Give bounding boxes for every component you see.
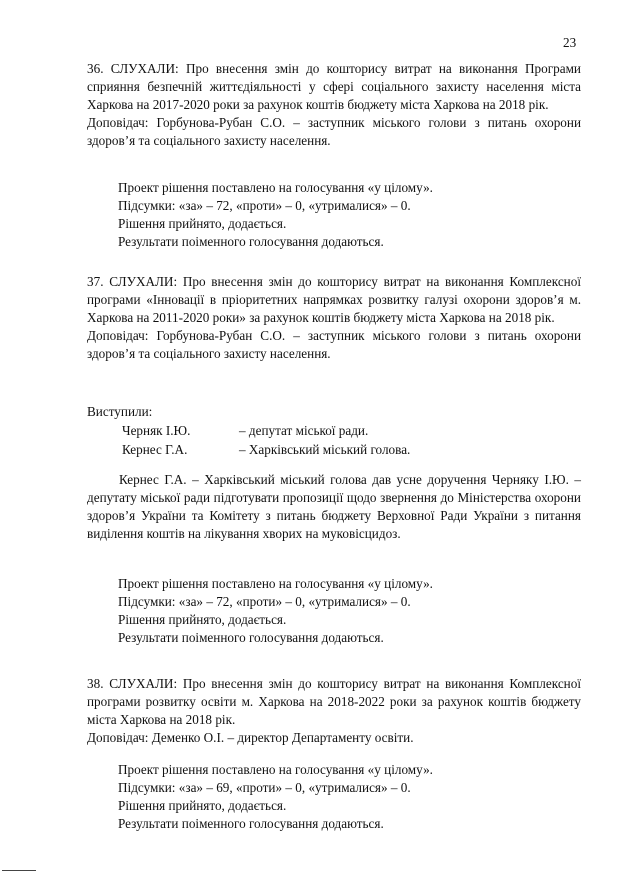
speaker-role: – Харківський міський голова. bbox=[239, 442, 411, 457]
vote-line: Рішення прийнято, додається. bbox=[118, 612, 287, 627]
vote-line: Проект рішення поставлено на голосування «у цілому». bbox=[118, 180, 433, 195]
vote-line: Проект рішення поставлено на голосування «у цілому». bbox=[118, 762, 433, 777]
vote-line: Результати поіменного голосування додаються. bbox=[118, 816, 384, 831]
agenda-item-38 bbox=[87, 675, 581, 747]
scan-edge-mark bbox=[2, 870, 36, 871]
speaker-paragraph: Доповідач: Горбунова-Рубан С.О. – заступник міського голови з питань охорони здоров’я та соціального захисту населення. bbox=[87, 115, 581, 148]
vote-line: Підсумки: «за» – 72, «проти» – 0, «утрималися» – 0. bbox=[118, 198, 411, 213]
speaker-role: – депутат міської ради. bbox=[239, 423, 369, 438]
speakers-section bbox=[87, 403, 581, 459]
speakers-list bbox=[122, 421, 581, 459]
agenda-item-37 bbox=[87, 273, 581, 363]
vote-line: Підсумки: «за» – 69, «проти» – 0, «утрималися» – 0. bbox=[118, 780, 411, 795]
vote-line: Результати поіменного голосування додаються. bbox=[118, 630, 384, 645]
vote-line: Рішення прийнято, додається. bbox=[118, 798, 287, 813]
vote-result-36 bbox=[118, 179, 612, 251]
speaker-paragraph: Доповідач: Горбунова-Рубан С.О. – заступник міського голови з питань охорони здоров’я та соціального захисту населення. bbox=[87, 328, 581, 361]
heard-paragraph: 37. СЛУХАЛИ: Про внесення змін до кошторису витрат на виконання Комплексної програми «Інновації в пріоритетних напрямках розвитку галузі охорони здоров’я м. Харкова на 2011-2020 роки» за рахунок коштів бюджету міста Харкова на 2018 рік. bbox=[87, 274, 581, 325]
heard-paragraph: 36. СЛУХАЛИ: Про внесення змін до кошторису витрат на виконання Програми сприяння безпечній життєдіяльності у сфері соціального захисту населення міста Харкова на 2017-2020 роки за рахунок коштів бюджету міста Харкова на 2018 рік. bbox=[87, 61, 581, 112]
heard-paragraph: 38. СЛУХАЛИ: Про внесення змін до кошторису витрат на виконання Комплексної програми розвитку освіти м. Харкова на 2018-2022 роки за рахунок коштів бюджету міста Харкова на 2018 рік. bbox=[87, 676, 581, 727]
page-number: 23 bbox=[563, 35, 577, 50]
vote-line: Результати поіменного голосування додаються. bbox=[118, 234, 384, 249]
vote-result-38 bbox=[118, 761, 612, 833]
speaker-name: Черняк І.Ю. bbox=[122, 423, 191, 438]
speaker-name: Кернес Г.А. bbox=[122, 442, 188, 457]
note-paragraph: Кернес Г.А. – Харківський міський голова дав усне доручення Черняку І.Ю. – депутату міської ради підготувати пропозиції щодо звернення до Міністерства охорони здоров’я України та Комітету з питань бюджету Верховної Ради України з питання виділення коштів на лікування хворих на муковісцидоз. bbox=[87, 472, 581, 541]
instruction-note bbox=[87, 471, 581, 543]
spoke-label: Виступили: bbox=[87, 404, 153, 419]
vote-line: Проект рішення поставлено на голосування «у цілому». bbox=[118, 576, 433, 591]
agenda-item-36 bbox=[87, 60, 581, 150]
vote-result-37 bbox=[118, 575, 612, 647]
vote-line: Підсумки: «за» – 72, «проти» – 0, «утрималися» – 0. bbox=[118, 594, 411, 609]
speaker-paragraph: Доповідач: Деменко О.І. – директор Департаменту освіти. bbox=[87, 730, 414, 745]
vote-line: Рішення прийнято, додається. bbox=[118, 216, 287, 231]
